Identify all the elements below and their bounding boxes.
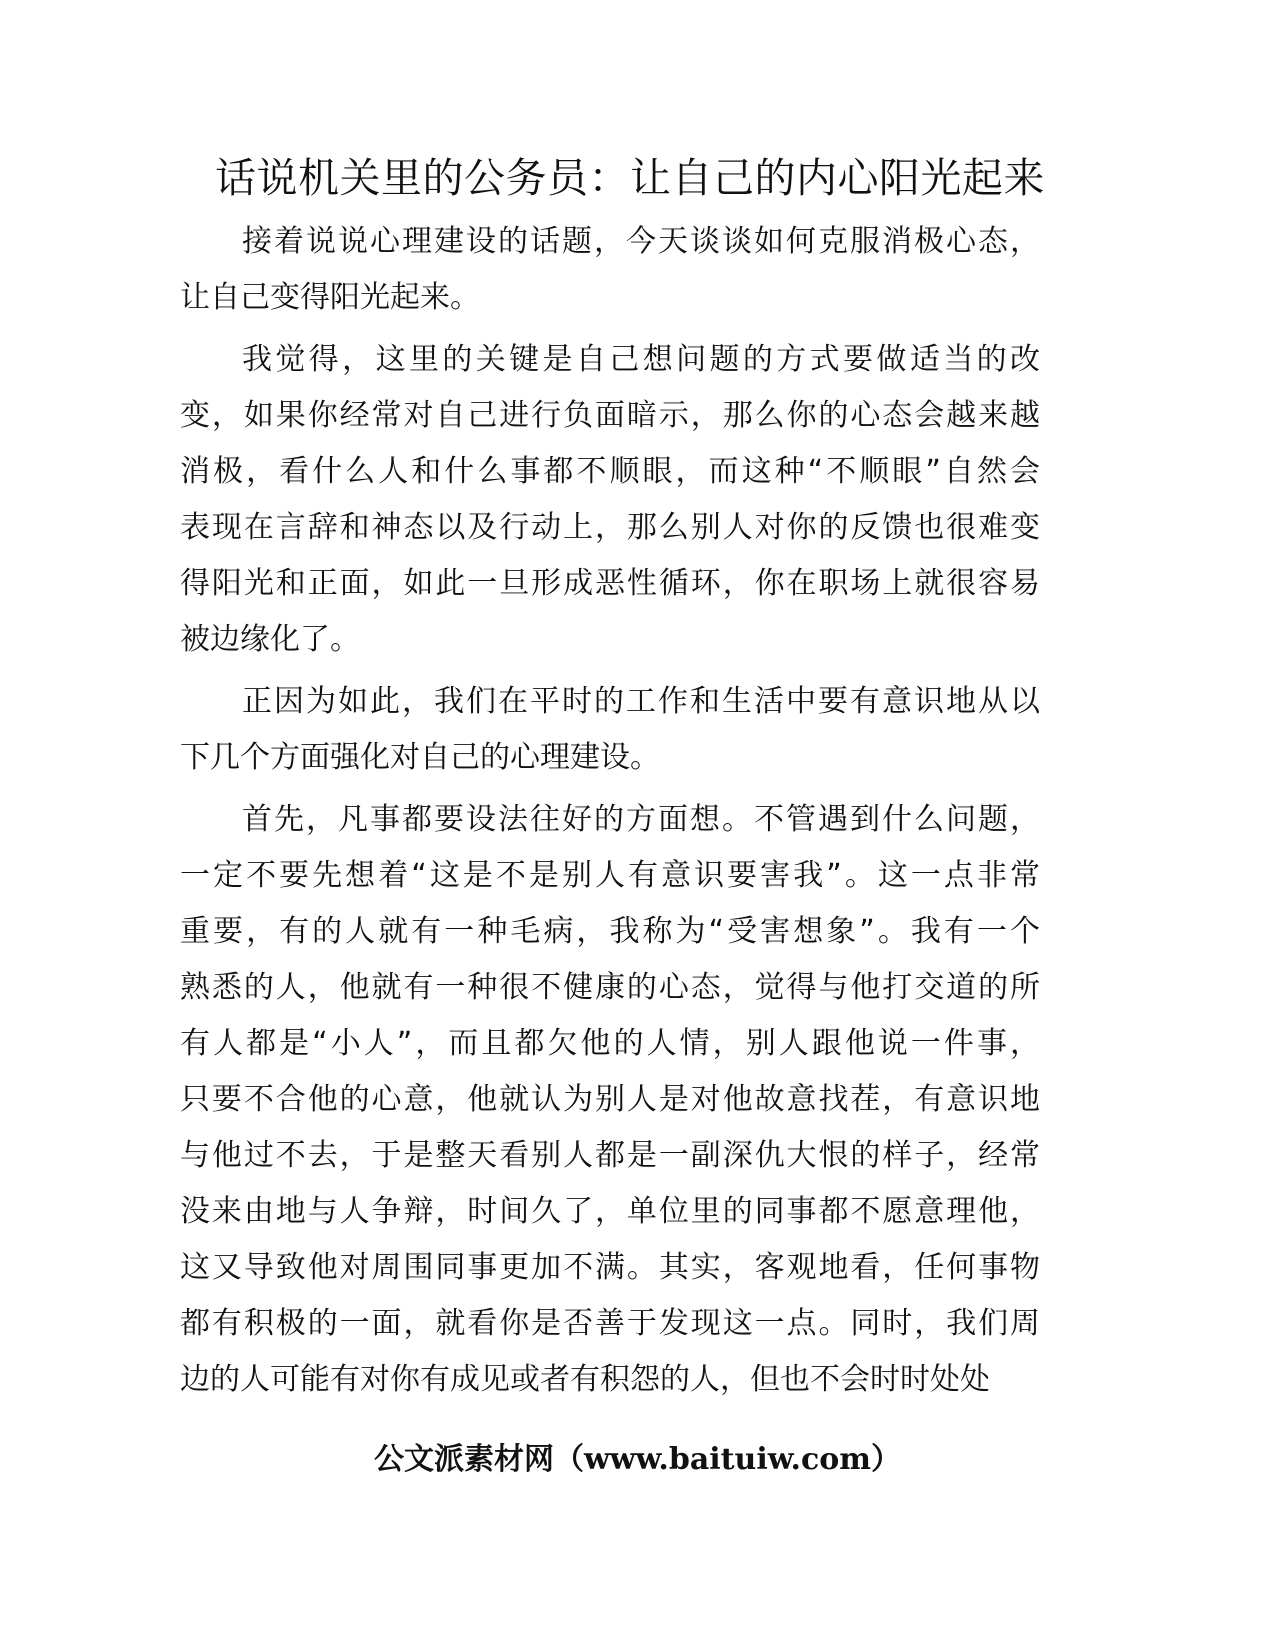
paragraph-line: 下几个方面强化对自己的心理建设。 bbox=[180, 740, 660, 775]
paragraph-line: 重要，有的人就有一种毛病，我称为“受害想象”。我有一个 bbox=[180, 914, 1040, 949]
paragraph-line: 都有积极的一面，就看你是否善于发现这一点。同时，我们周 bbox=[180, 1306, 1040, 1341]
paragraph-line: 表现在言辞和神态以及行动上，那么别人对你的反馈也很难变 bbox=[180, 510, 1040, 545]
paragraph-line: 我觉得，这里的关键是自己想问题的方式要做适当的改 bbox=[242, 342, 1040, 377]
paragraph-line: 接着说说心理建设的话题，今天谈谈如何克服消极心态， bbox=[242, 224, 1040, 259]
paragraph-line: 熟悉的人，他就有一种很不健康的心态，觉得与他打交道的所 bbox=[180, 970, 1040, 1005]
paragraph-line: 这又导致他对周围同事更加不满。其实，客观地看，任何事物 bbox=[180, 1250, 1040, 1285]
paragraph-line: 边的人可能有对你有成见或者有积怨的人，但也不会时时处处 bbox=[180, 1362, 990, 1397]
paragraph-line: 得阳光和正面，如此一旦形成恶性循环，你在职场上就很容易 bbox=[180, 566, 1040, 601]
footer-watermark: 公文派素材网（www.baituiw.com） bbox=[373, 1442, 902, 1477]
paragraph-line: 首先，凡事都要设法往好的方面想。不管遇到什么问题， bbox=[242, 802, 1040, 837]
paragraph-line: 有人都是“小人”，而且都欠他的人情，别人跟他说一件事， bbox=[180, 1026, 1040, 1061]
document-body bbox=[180, 214, 1040, 1414]
document-title: 话说机关里的公务员：让自己的内心阳光起来 bbox=[215, 154, 1045, 202]
paragraph-line: 消极，看什么人和什么事都不顺眼，而这种“不顺眼”自然会 bbox=[180, 454, 1040, 489]
paragraph-line: 让自己变得阳光起来。 bbox=[180, 280, 480, 315]
paragraph-line: 变，如果你经常对自己进行负面暗示，那么你的心态会越来越 bbox=[180, 398, 1040, 433]
paragraph-line: 只要不合他的心意，他就认为别人是对他故意找茬，有意识地 bbox=[180, 1082, 1040, 1117]
paragraph-line: 正因为如此，我们在平时的工作和生活中要有意识地从以 bbox=[242, 684, 1040, 719]
paragraph bbox=[180, 332, 1040, 668]
paragraph bbox=[180, 674, 1040, 786]
paragraph bbox=[180, 792, 1040, 1408]
paragraph-line: 一定不要先想着“这是不是别人有意识要害我”。这一点非常 bbox=[180, 858, 1040, 893]
paragraph bbox=[180, 214, 1040, 326]
paragraph-line: 被边缘化了。 bbox=[180, 622, 360, 657]
paragraph-line: 没来由地与人争辩，时间久了，单位里的同事都不愿意理他， bbox=[180, 1194, 1040, 1229]
paragraph-line: 与他过不去，于是整天看别人都是一副深仇大恨的样子，经常 bbox=[180, 1138, 1040, 1173]
